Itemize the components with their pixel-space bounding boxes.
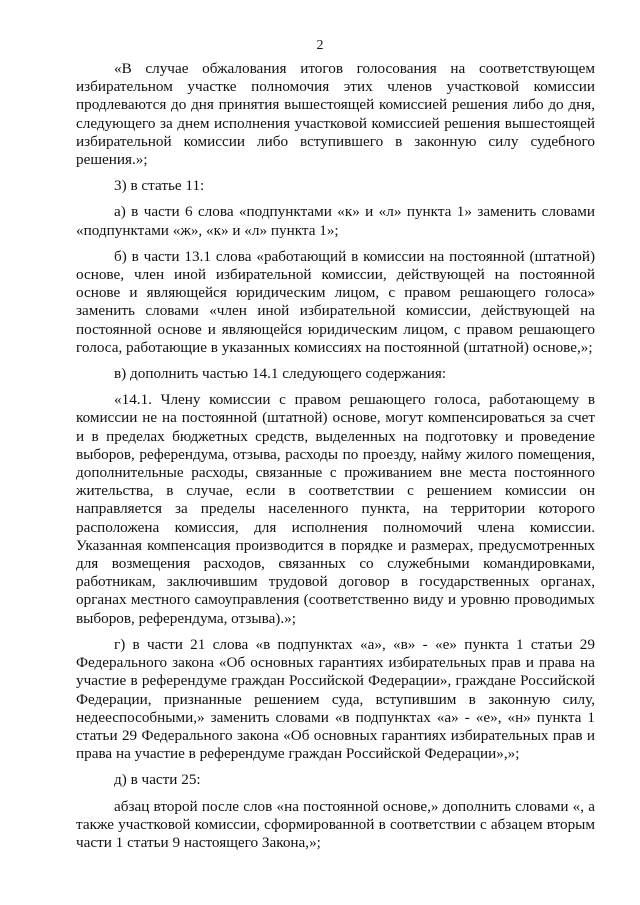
paragraph-item-b: б) в части 13.1 слова «работающий в комиссии на постоянной (штатной) основе, член иной избирательной комиссии, действующей на постоянной основе и являющейся юридическим лицом, с правом решающего голоса» заменить словами «член иной избирательной комиссии, действующей на постоянной основе и являющейся юридическим лицом, с правом решающего голоса, работающие в указанных комиссиях на постоянной (штатной) основе,»; (76, 247, 595, 356)
document-body (76, 60, 595, 860)
page-number: 2 (316, 38, 324, 53)
paragraph-part-14-1: «14.1. Члену комиссии с правом решающего голоса, работающему в комиссии не на постоянной (штатной) основе, могут компенсироваться за счет и в пределах бюджетных средств, выделенных на подготовку и проведение выборов, референдума, отзыва, расходы по проезду, найму жилого помещения, дополнительные расходы, связанные с проживанием вне места постоянного жительства, в случае, если в соответствии с решением комиссии он направляется за пределы населенного пункта, на территории которого расположена комиссия, для исполнения полномочий члена комиссии. Указанная компенсация производится в порядке и размерах, предусмотренных для возмещения расходов, связанных со служебными командировками, работникам, заключившим трудовой договор в государственных органах, органах местного самоуправления (соответственно виду и уровню проводимых выборов, референдума, отзыва).»; (76, 391, 595, 627)
paragraph-quote-appeal: «В случае обжалования итогов голосования на соответствующем избирательном участке полномочия этих членов участковой комиссии продлеваются до дня принятия вышестоящей комиссией решения либо до дня, следующего за днем исполнения участковой комиссией решения вышестоящей избирательной комиссии либо вступившего в законную силу судебного решения.»; (76, 60, 595, 169)
paragraph-article-11: 3) в статье 11: (114, 177, 205, 195)
paragraph-item-v: в) дополнить частью 14.1 следующего содержания: (114, 365, 447, 383)
paragraph-abzac-second: абзац второй после слов «на постоянной основе,» дополнить словами «, а также участковой комиссии, сформированной в соответствии с абзацем вторым части 1 статьи 9 настоящего Закона,»; (76, 797, 595, 851)
paragraph-item-d: д) в части 25: (114, 771, 201, 789)
paragraph-item-a: а) в части 6 слова «подпунктами «к» и «л» пункта 1» заменить словами «подпунктами «ж», «к» и «л» пункта 1»; (76, 203, 595, 239)
paragraph-item-g: г) в части 21 слова «в подпунктах «а», «в» - «е» пункта 1 статьи 29 Федерального закона «Об основных гарантиях избирательных прав и права на участие в референдуме граждан Российской Федерации», граждане Российской Федерации, признанные решением суда, вступившим в законную силу, недееспособными,» заменить словами «в подпунктах «а» - «е», «н» пункта 1 статьи 29 Федерального закона «Об основных гарантиях избирательных прав и права на участие в референдуме граждан Российской Федерации»,»; (76, 635, 595, 763)
